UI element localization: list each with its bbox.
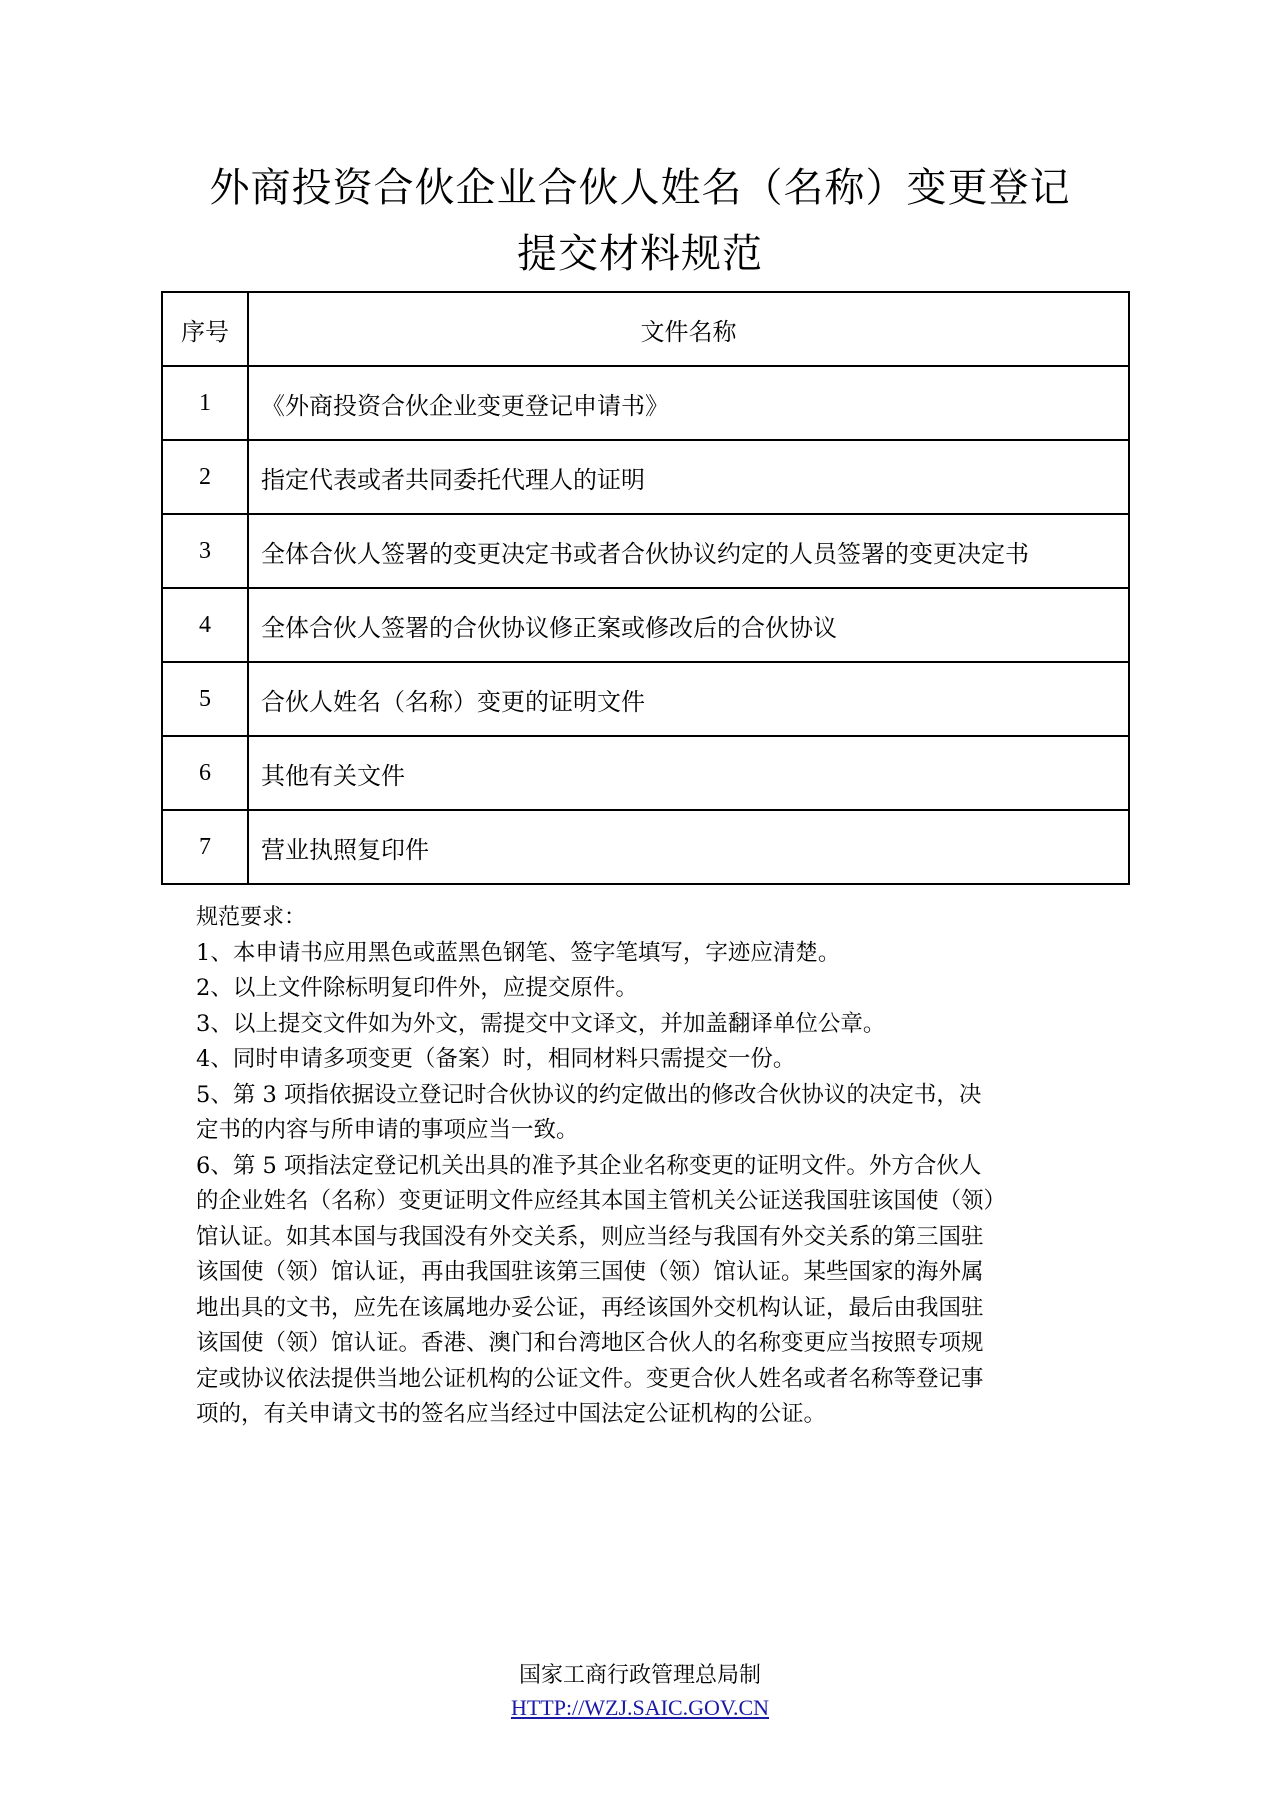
table-row <box>162 366 1129 440</box>
document-name: 合伙人姓名（名称）变更的证明文件 <box>248 662 1129 736</box>
requirement-line: 4、同时申请多项变更（备案）时，相同材料只需提交一份。 <box>196 1046 796 1072</box>
website-link[interactable]: HTTP://WZJ.SAIC.GOV.CN <box>510 1695 770 1720</box>
documents-table <box>161 291 1130 885</box>
requirement-line: 3、以上提交文件如为外文，需提交中文译文，并加盖翻译单位公章。 <box>196 1010 886 1037</box>
row-number: 3 <box>162 514 248 588</box>
table-row <box>162 440 1129 514</box>
document-name: 指定代表或者共同委托代理人的证明 <box>248 440 1129 514</box>
document-name: 营业执照复印件 <box>248 810 1129 884</box>
requirement-line: 该国使（领）馆认证，再由我国驻该第三国使（领）馆认证。某些国家的海外属 <box>196 1259 984 1285</box>
requirements-heading: 规范要求： <box>196 905 307 930</box>
row-number: 5 <box>162 662 248 736</box>
requirement-line: 6、第 5 项指法定登记机关出具的准予其企业名称变更的证明文件。外方合伙人 <box>196 1152 982 1179</box>
footer <box>0 1660 1280 1725</box>
issuer-text: 国家工商行政管理总局制 <box>518 1663 761 1688</box>
document-title-line1: 外商投资合伙企业合伙人姓名（名称）变更登记 <box>209 165 1071 211</box>
table-row <box>162 662 1129 736</box>
requirement-line: 5、第 3 项指依据设立登记时合伙协议的约定做出的修改合伙协议的决定书，决 <box>196 1081 982 1108</box>
table-row <box>162 810 1129 884</box>
table-row <box>162 514 1129 588</box>
requirement-line: 定书的内容与所申请的事项应当一致。 <box>196 1117 579 1143</box>
document-name: 《外商投资合伙企业变更登记申请书》 <box>248 366 1129 440</box>
requirement-line: 地出具的文书，应先在该属地办妥公证，再经该国外交机构认证，最后由我国驻 <box>196 1294 984 1321</box>
document-name: 全体合伙人签署的变更决定书或者合伙协议约定的人员签署的变更决定书 <box>248 514 1129 588</box>
row-number: 7 <box>162 810 248 884</box>
requirement-line: 项的，有关申请文书的签名应当经过中国法定公证机构的公证。 <box>196 1401 827 1427</box>
table-row <box>162 736 1129 810</box>
requirements-section <box>196 900 1096 1433</box>
row-number: 6 <box>162 736 248 810</box>
requirement-line: 该国使（领）馆认证。香港、澳门和台湾地区合伙人的名称变更应当按照专项规 <box>196 1330 984 1356</box>
table-header-row <box>162 292 1129 366</box>
row-number: 4 <box>162 588 248 662</box>
document-name: 其他有关文件 <box>248 736 1129 810</box>
row-number: 2 <box>162 440 248 514</box>
requirement-line: 的企业姓名（名称）变更证明文件应经其本国主管机关公证送我国驻该国使（领） <box>196 1188 1007 1214</box>
document-name: 全体合伙人签署的合伙协议修正案或修改后的合伙协议 <box>248 588 1129 662</box>
requirement-line: 馆认证。如其本国与我国没有外交关系，则应当经与我国有外交关系的第三国驻 <box>196 1223 984 1250</box>
requirement-line: 定或协议依法提供当地公证机构的公证文件。变更合伙人姓名或者名称等登记事 <box>196 1365 984 1392</box>
document-title-line2: 提交材料规范 <box>517 231 763 277</box>
requirement-line: 2、以上文件除标明复印件外，应提交原件。 <box>196 975 638 1001</box>
requirement-line: 1、本申请书应用黑色或蓝黑色钢笔、签字笔填写，字迹应清楚。 <box>196 939 841 966</box>
table-row <box>162 588 1129 662</box>
column-header-no: 序号 <box>162 292 248 366</box>
column-header-name: 文件名称 <box>248 292 1129 366</box>
row-number: 1 <box>162 366 248 440</box>
